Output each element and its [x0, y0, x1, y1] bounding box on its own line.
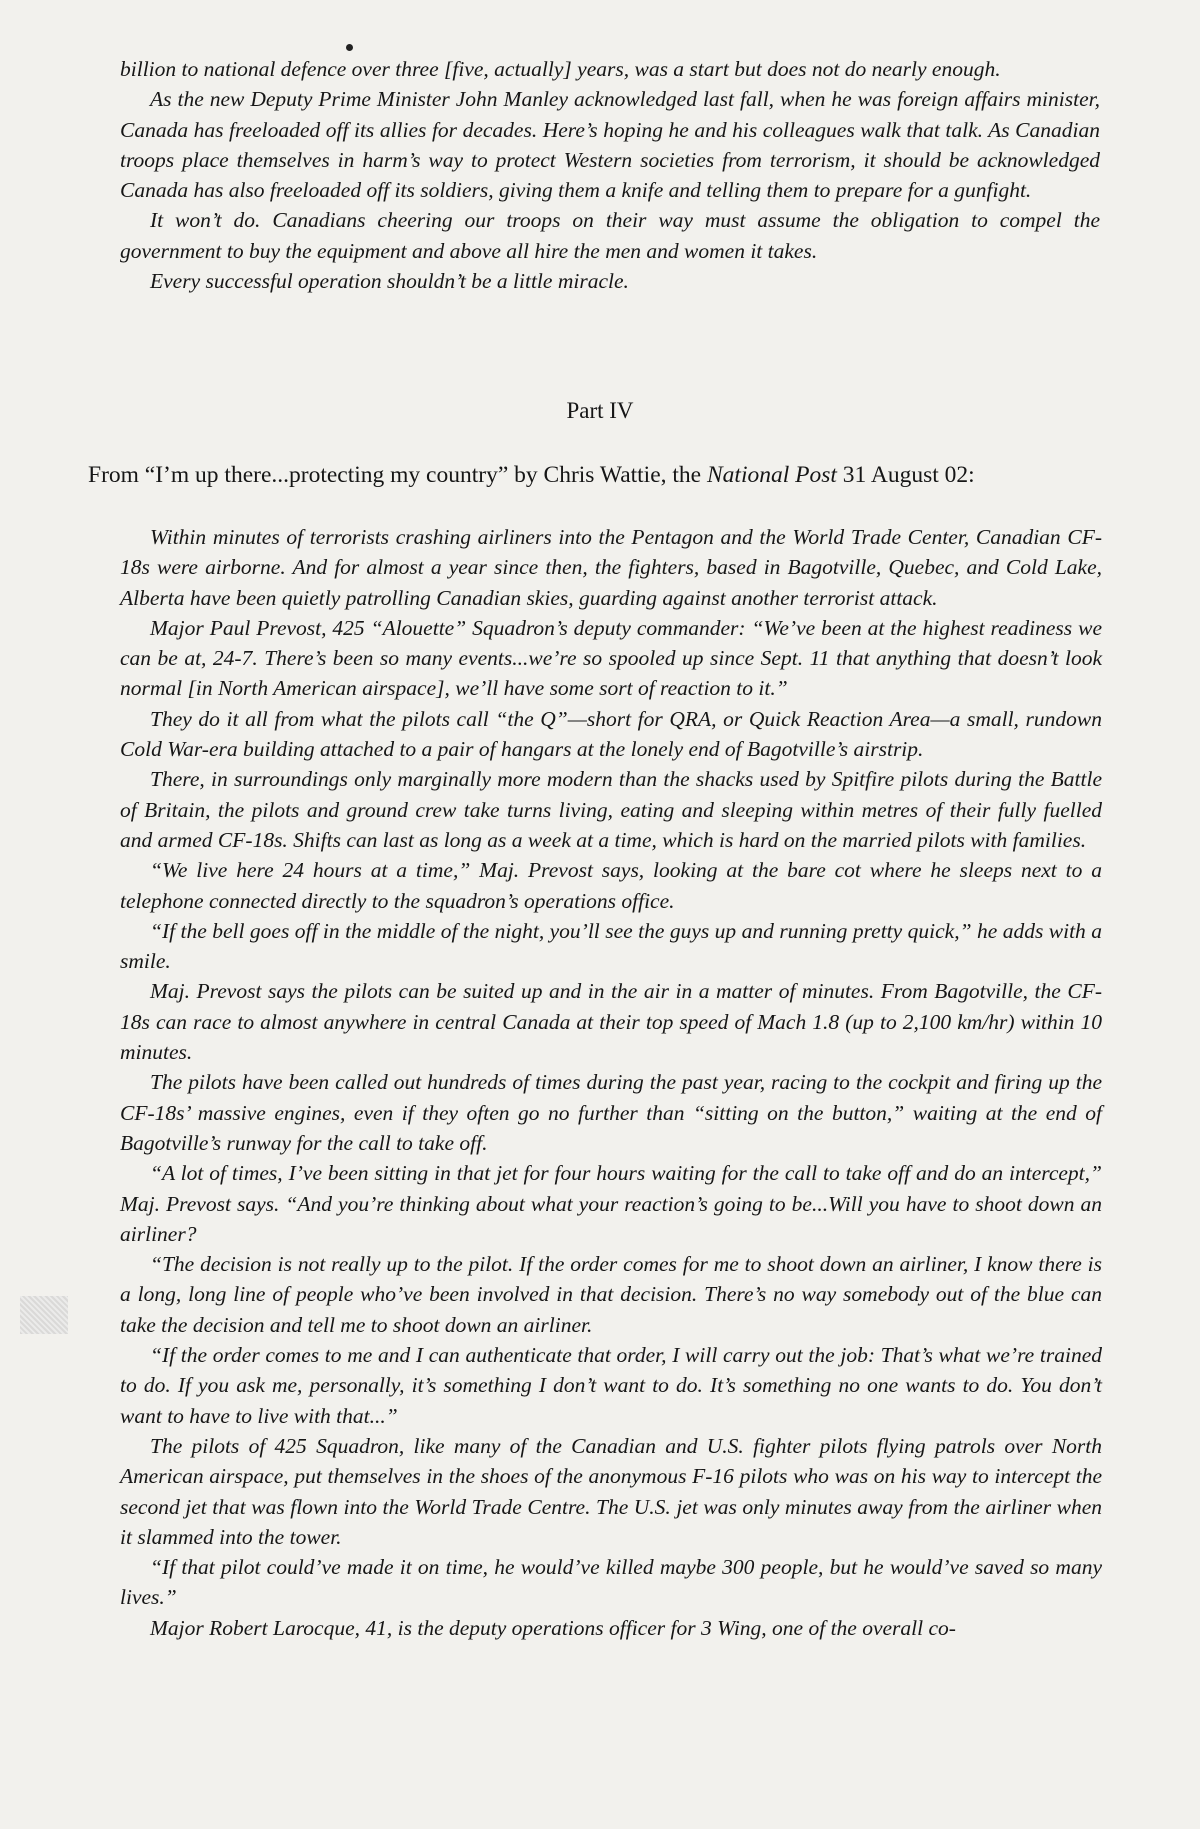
paragraph: It won’t do. Canadians cheering our troops on their way must assume the obligation to compel the government to buy the equipment and above all hire the men and women it takes. [120, 208, 1100, 263]
paragraph: Major Robert Larocque, 41, is the deputy operations officer for 3 Wing, one of the overall co- [150, 1615, 956, 1640]
paragraph: billion to national defence over three [five, actually] years, was a start but does not do nearly enough. [120, 57, 1001, 81]
paragraph: “We live here 24 hours at a time,” Maj. Prevost says, looking at the bare cot where he sleeps next to a telephone connected directly to the squadron’s operations office. [120, 858, 1102, 913]
scan-speck [346, 44, 353, 51]
editorial-excerpt [120, 54, 1100, 296]
paragraph: “If the bell goes off in the middle of the night, you’ll see the guys up and running pretty quick,” he adds with a smile. [120, 918, 1102, 974]
source-citation [88, 462, 1118, 489]
scan-artifact [20, 1296, 68, 1334]
paragraph: Major Paul Prevost, 425 “Alouette” Squadron’s deputy commander: “We’ve been at the highest readiness we can be at, 24-7. There’s been so many events...we’re so spooled up since Sept. 11 that anything that doesn’t look normal [in North American airspace], we’ll have some sort of reaction to it.” [120, 615, 1102, 701]
section-heading: Part IV [566, 398, 634, 423]
source-prefix: From “I’m up there...protecting my country” by Chris Wattie, the [88, 462, 707, 488]
paragraph: “If the order comes to me and I can authenticate that order, I will carry out the job: That’s what we’re trained to do. If you ask me, personally, it’s something I don’t want to do. It’s something no one wants to do. You don’t want to have to live with that...” [120, 1343, 1102, 1428]
paragraph: Maj. Prevost says the pilots can be suited up and in the air in a matter of minutes. From Bagotville, the CF-18s can race to almost anywhere in central Canada at their top speed of Mach 1.8 (up to 2,100 km/hr) within 10 minutes. [120, 979, 1102, 1065]
paragraph: As the new Deputy Prime Minister John Manley acknowledged last fall, when he was foreign affairs minister, Canada has freeloaded off its allies for decades. Here’s hoping he and his colleagues walk that talk. As Canadian troops place themselves in harm’s way to protect Western societies from terrorism, it should be acknowledged Canada has also freeloaded off its soldiers, giving them a knife and telling them to prepare for a gunfight. [120, 87, 1100, 203]
source-suffix: 31 August 02: [836, 462, 975, 488]
paragraph: There, in surroundings only marginally more modern than the shacks used by Spitfire pilots during the Battle of Britain, the pilots and ground crew take turns living, eating and sleeping within metres of their fully fuelled and armed CF-18s. Shifts can last as long as a week at a time, which is hard on the married pilots with families. [120, 767, 1102, 852]
paragraph: “If that pilot could’ve made it on time, he would’ve killed maybe 300 people, but he would’ve saved so many lives.” [120, 1555, 1102, 1610]
paragraph: They do it all from what the pilots call “the Q”—short for QRA, or Quick Reaction Area—a small, rundown Cold War-era building attached to a pair of hangars at the lonely end of Bagotville’s airstrip. [120, 706, 1102, 762]
paragraph: “The decision is not really up to the pilot. If the order comes for me to shoot down an airliner, I know there is a long, long line of people who’ve been involved in that decision. There’s no way somebody out of the blue can take the decision and tell me to shoot down an airliner. [120, 1252, 1102, 1337]
paragraph: The pilots of 425 Squadron, like many of the Canadian and U.S. fighter pilots flying patrols over North American airspace, put themselves in the shoes of the anonymous F-16 pilots who was on his way to intercept the second jet that was flown into the World Trade Centre. The U.S. jet was only minutes away from the airliner when it slammed into the tower. [120, 1433, 1102, 1549]
paragraph: “A lot of times, I’ve been sitting in that jet for four hours waiting for the call to take off and do an intercept,” Maj. Prevost says. “And you’re thinking about what your reaction’s going to be...Will you have to shoot down an airliner? [120, 1161, 1102, 1246]
paragraph: Every successful operation shouldn’t be a little miracle. [150, 269, 629, 294]
article-quote [120, 522, 1102, 1643]
paragraph: Within minutes of terrorists crashing airliners into the Pentagon and the World Trade Center, Canadian CF-18s were airborne. And for almost a year since then, the fighters, based in Bagotville, Quebec, and Cold Lake, Alberta have been quietly patrolling Canadian skies, guarding against another terrorist attack. [120, 525, 1102, 610]
paragraph: The pilots have been called out hundreds of times during the past year, racing to the cockpit and firing up the CF-18s’ massive engines, even if they often go no further than “sitting on the button,” waiting at the end of Bagotville’s runway for the call to take off. [120, 1070, 1102, 1155]
publication-name: National Post [706, 462, 837, 488]
